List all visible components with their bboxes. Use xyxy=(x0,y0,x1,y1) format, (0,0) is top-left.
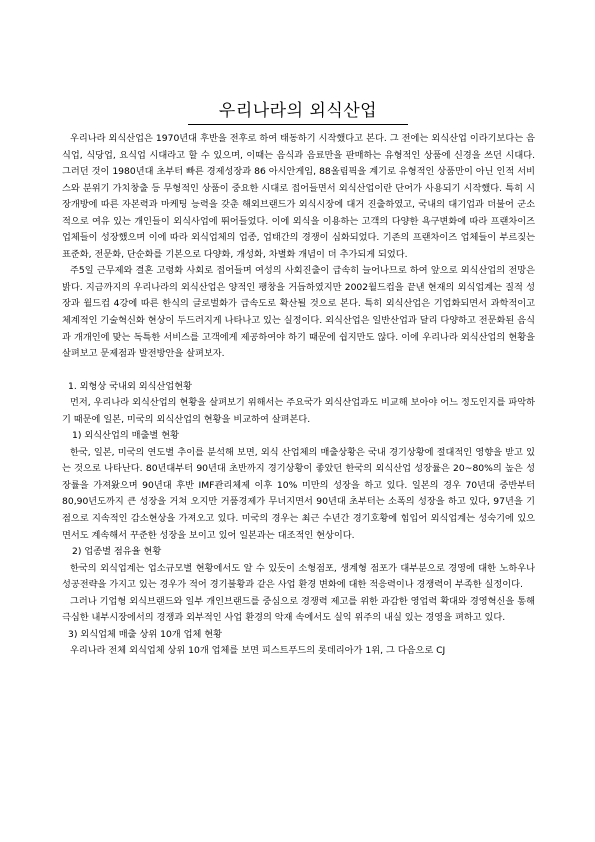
section-1-heading: 1. 외형상 국내외 외식산업현황 xyxy=(68,380,193,392)
document-title: 우리나라의 외식산업 xyxy=(218,101,378,121)
title-block xyxy=(188,100,408,125)
intro-paragraph-1: 우리나라 외식산업은 1970년대 후반을 전후로 하여 태동하기 시작했다고 본다. 그 전에는 외식산업 이라기보다는 음식업, 식당업, 요식업 시대라고 할 수 있으며, 이때는 음식과 음료만을 판매하는 유형적인 상품에 신경을 쓰던 시대다. 그러던 것이 1980년대 초부터 빠른 경제성장과 86 아시안게임, 88올림픽을 계기로 유형적인 상품만이 아닌 인적 서비스와 분위기 가치창출 등 무형적인 상품이 중요한 시대로 접어들면서 외식산업이란 단어가 사용되기 시작했다. 특히 시장개방에 따른 자본력과 마케팅 능력을 갖춘 해외브랜드가 외식시장에 대거 진출하였고, 국내의 대기업과 더불어 군소적으로 여유 있는 개인들이 외식사업에 뛰어들었다. 이에 외식을 이용하는 고객의 다양한 욕구변화에 따라 프랜차이즈 업체들이 성장했으며 이에 따라 외식업체의 업종, 업태간의 경쟁이 심화되었다. 기존의 프랜차이즈 업체들이 부르짖는 표준화, 전문화, 단순화를 기본으로 다양화, 개성화, 차별화 개념이 더 추가되게 되었다. xyxy=(62,133,535,260)
intro-paragraph-2: 주5일 근무제와 결혼 고령화 사회로 접어들며 여성의 사회진출이 급속히 늘어나므로 하여 앞으로 외식산업의 전망은 밝다. 지금까지의 우리나라의 외식산업은 양적인 팽창을 거듭하였지만 2002월드컵을 끝낸 현재의 외식업계는 질적 성장과 월드컵 4강에 따른 한식의 글로벌화가 급속도로 확산될 것으로 본다. 특히 외식산업은 기업화되면서 과학적이고 체계적인 기술혁신화 현상이 두드러지게 나타나고 있는 실정이다. 외식산업은 일반산업과 달리 다양하고 전문화된 음식과 개개인에 맞는 독특한 서비스를 고객에게 제공하여야 하기 때문에 쉽지만도 않다. 이에 우리나라 외식산업의 현황을 살펴보고 문제점과 발전방안을 살펴보자. xyxy=(62,265,535,360)
document-body xyxy=(62,131,535,660)
subsection-1-heading: 1) 외식산업의 매출별 현황 xyxy=(72,430,179,442)
subsection-3-paragraph: 우리나라 전체 외식업체 상위 10개 업체를 보면 피스트푸드의 롯데리아가 1위, 그 다음으로 CJ xyxy=(70,645,446,657)
title-underline xyxy=(188,124,408,125)
subsection-3-heading: 3) 외식업체 매출 상위 10개 업체 현황 xyxy=(68,628,223,640)
subsection-2-paragraph-1: 한국의 외식업계는 업소규모별 현황에서도 알 수 있듯이 소형점포, 생계형 점포가 대부분으로 경영에 대한 노하우나 성공전략을 가지고 있는 경우가 적어 경기불황과 같은 사업 환경 변화에 대한 적응력이나 경쟁력이 부족한 실정이다. xyxy=(62,562,535,591)
subsection-2-paragraph-2: 그러나 기업형 외식브랜드와 일부 개인브랜드를 중심으로 경쟁력 제고를 위한 과감한 영업력 확대와 경영혁신을 통해 극심한 내부시장에서의 경쟁과 외부적인 사업 환경의 악재 속에서도 실익 위주의 내실 있는 경영을 펴하고 있다. xyxy=(62,595,535,624)
paragraph-spacer xyxy=(62,363,535,379)
subsection-1-paragraph: 한국, 일본, 미국의 연도별 추이를 분석해 보면, 외식 산업체의 매출상황은 국내 경기상황에 절대적인 영향을 받고 있는 것으로 나타난다. 80년대부터 90년대 초반까지 경기상황이 좋았던 한국의 외식산업 성장률은 20~80%의 높은 성장률을 가져왔으며 90년대 후반 IMF관리체제 이후 10% 미만의 성장을 하고 있다. 일본의 경우 70년대 중반부터 80,90년도까지 큰 성장을 거쳐 오지만 거품경제가 무너지면서 90년대 초부터는 소폭의 성장을 하고 있다, 97년을 기점으로 지속적인 감소현상을 가져오고 있다. 미국의 경우는 최근 수년간 경기호황에 힘입어 외식업계는 성숙기에 있으면서도 계속해서 꾸준한 성장을 보이고 있어 일본과는 대조적인 현상이다. xyxy=(62,446,535,541)
subsection-2-heading: 2) 업종별 점유율 현황 xyxy=(72,546,162,558)
section-1-paragraph: 먼저, 우리나라 외식산업의 현황을 살펴보기 위해서는 주요국가 외식산업과도 비교해 보아야 어느 정도인지를 파악하기 때문에 일본, 미국의 외식산업의 현황을 비교하여 살펴본다. xyxy=(62,397,535,425)
